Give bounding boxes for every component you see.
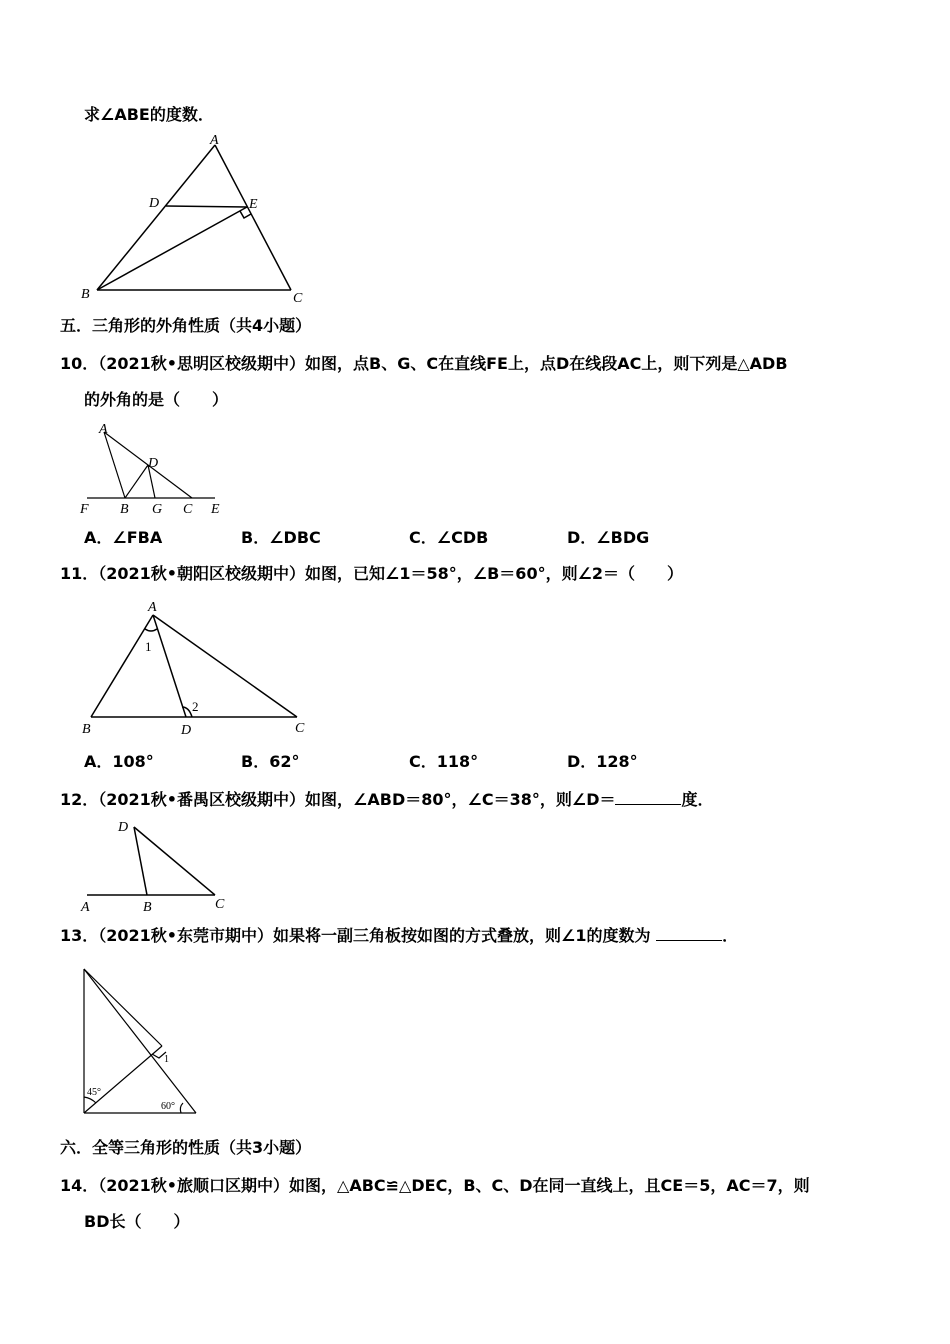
fig11-label-c: C bbox=[295, 721, 305, 736]
q10-option-b[interactable]: B．∠DBC bbox=[241, 528, 321, 547]
q14-line1: 14．（2021秋•旅顺口区期中）如图，△ABC≌△DEC，B、C、D在同一直线上，且CE＝5，AC＝7，则 bbox=[60, 1176, 810, 1195]
fig9-label-b: B bbox=[81, 287, 90, 302]
q11-option-c[interactable]: C．118° bbox=[409, 752, 479, 771]
fig11-label-d: D bbox=[181, 723, 192, 738]
q9-figure bbox=[75, 130, 315, 310]
q10-option-d[interactable]: D．∠BDG bbox=[567, 528, 650, 547]
q11-option-b[interactable]: B．62° bbox=[241, 752, 300, 771]
fig9-label-d: D bbox=[149, 196, 160, 211]
q10-line2: 的外角的是（ ） bbox=[84, 390, 229, 409]
fig10-label-a: A bbox=[99, 422, 108, 437]
q14-line2: BD长（ ） bbox=[84, 1212, 190, 1231]
fig11-label-b: B bbox=[82, 722, 91, 737]
q13-answer-blank[interactable] bbox=[656, 926, 722, 941]
fig11-label-a: A bbox=[148, 600, 157, 615]
fig12-label-c: C bbox=[215, 897, 225, 912]
q12-figure bbox=[75, 815, 235, 915]
fig11-label-1: 1 bbox=[145, 639, 152, 654]
fig10-label-b: B bbox=[120, 502, 129, 517]
q10-figure bbox=[75, 420, 235, 520]
section-6-title: 六．全等三角形的性质（共3小题） bbox=[60, 1138, 312, 1157]
q12-line1 bbox=[60, 790, 714, 810]
fig12-label-b: B bbox=[143, 900, 152, 915]
q10-option-a[interactable]: A．∠FBA bbox=[84, 528, 163, 547]
fig10-label-d: D bbox=[148, 456, 159, 471]
fig13-label-45: 45° bbox=[87, 1087, 101, 1098]
fig10-label-e: E bbox=[211, 502, 220, 517]
section-5-title: 五．三角形的外角性质（共4小题） bbox=[60, 316, 312, 335]
q12-suffix: 度． bbox=[681, 790, 714, 809]
fig11-label-2: 2 bbox=[192, 699, 199, 714]
fig12-label-a: A bbox=[81, 900, 90, 915]
q10-line1: 10．（2021秋•思明区校级期中）如图，点B、G、C在直线FE上，点D在线段AC上，则下列是△ADB bbox=[60, 354, 788, 373]
q11-option-d[interactable]: D．128° bbox=[567, 752, 638, 771]
fig10-label-f: F bbox=[80, 502, 89, 517]
q13-line1 bbox=[60, 926, 738, 946]
q10-option-c[interactable]: C．∠CDB bbox=[409, 528, 489, 547]
q13-figure bbox=[75, 960, 215, 1120]
q13-text: 13．（2021秋•东莞市期中）如果将一副三角板按如图的方式叠放，则∠1的度数为 bbox=[60, 926, 651, 945]
fig13-label-1: 1 bbox=[164, 1054, 169, 1065]
q12-answer-blank[interactable] bbox=[615, 790, 681, 805]
q12-text: 12．（2021秋•番禺区校级期中）如图，∠ABD＝80°，∠C＝38°，则∠D＝ bbox=[60, 790, 616, 809]
q11-figure bbox=[75, 595, 315, 740]
fig10-label-g: G bbox=[152, 502, 163, 517]
fig9-label-e: E bbox=[249, 197, 258, 212]
fig12-label-d: D bbox=[118, 820, 129, 835]
q9-tail-text: 求∠ABE的度数． bbox=[84, 105, 214, 124]
q13-suffix: ． bbox=[722, 926, 739, 945]
fig9-label-a: A bbox=[210, 133, 219, 148]
q11-option-a[interactable]: A．108° bbox=[84, 752, 154, 771]
fig13-label-60: 60° bbox=[161, 1101, 175, 1112]
q11-line1: 11．（2021秋•朝阳区校级期中）如图，已知∠1＝58°，∠B＝60°，则∠2＝（ ） bbox=[60, 564, 684, 583]
fig10-label-c: C bbox=[183, 502, 193, 517]
fig9-label-c: C bbox=[293, 291, 303, 306]
